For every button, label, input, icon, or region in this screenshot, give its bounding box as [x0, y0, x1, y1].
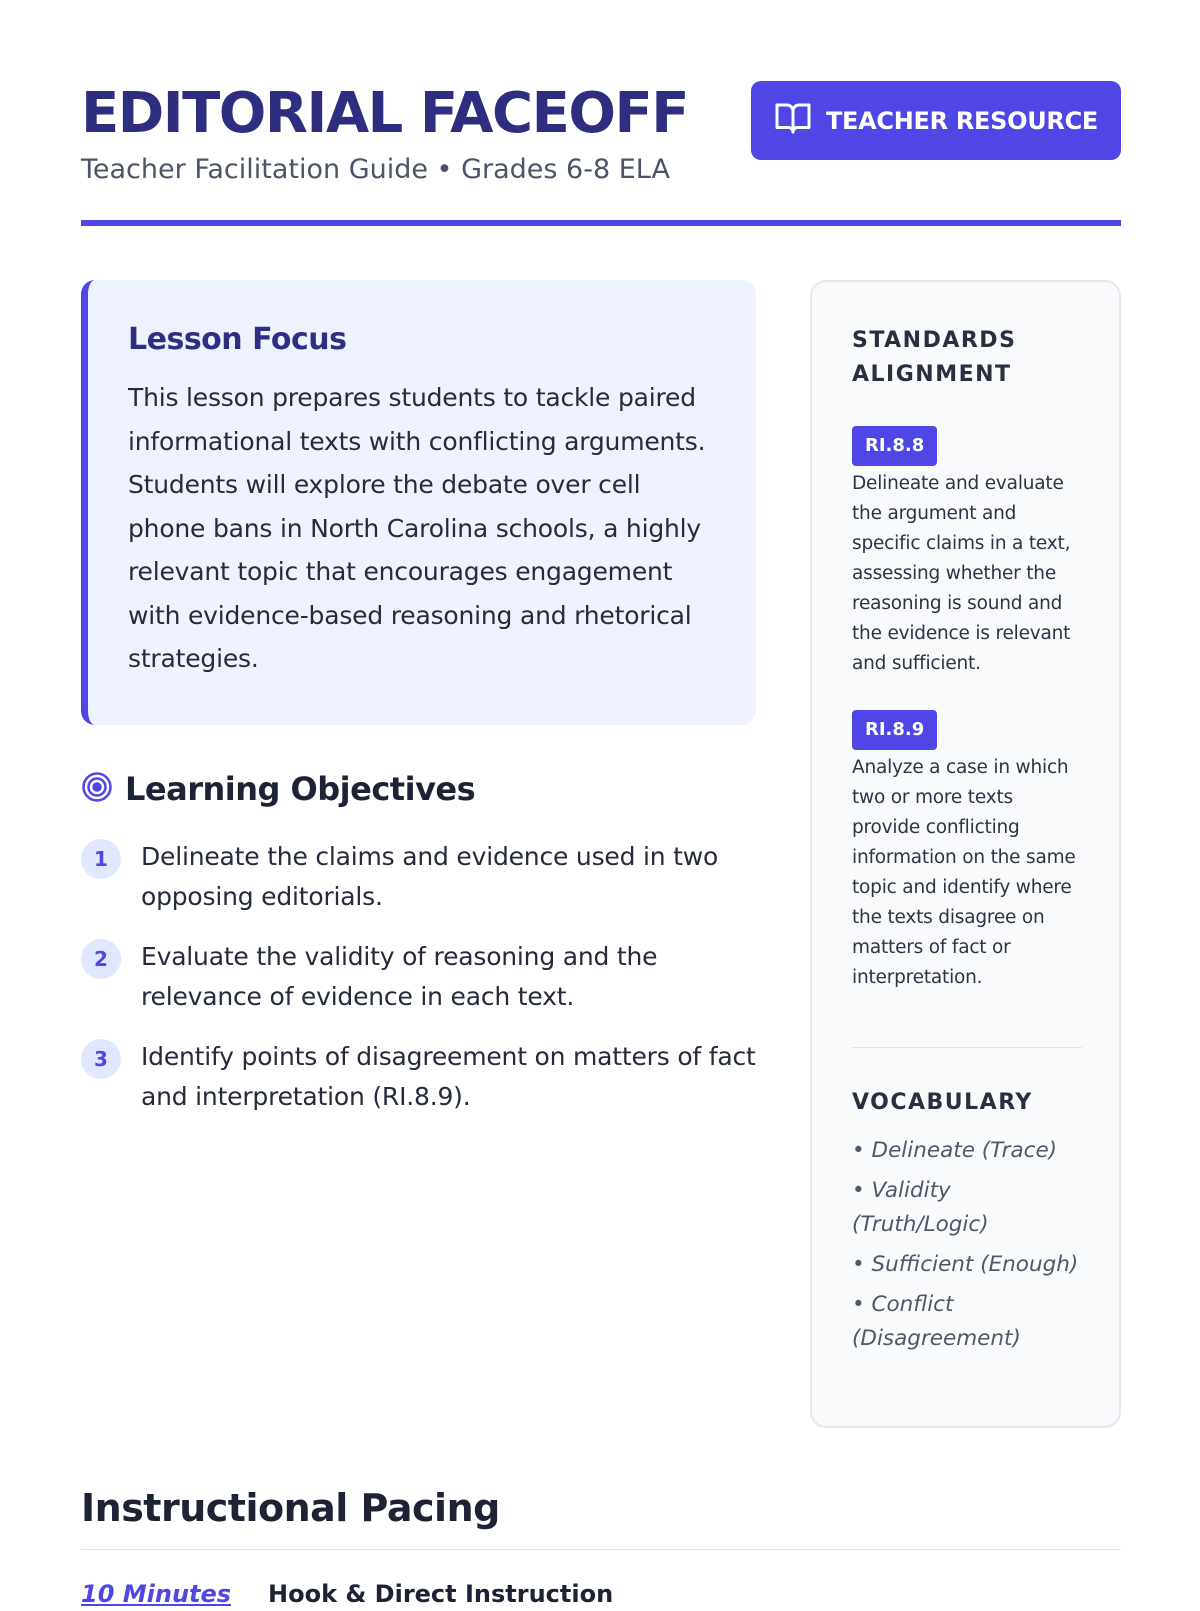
sidebar-divider [852, 1047, 1082, 1048]
objective-text: Identify points of disagreement on matters of fact and interpretation (RI.8.9). [141, 1042, 756, 1111]
standards-heading: STANDARDS ALIGNMENT [852, 328, 1017, 387]
lesson-focus-heading: Lesson Focus [128, 322, 347, 357]
target-icon [81, 771, 113, 808]
vocabulary-list [852, 1134, 1081, 1356]
vocabulary-item: • Validity (Truth/Logic) [852, 1178, 989, 1237]
vocabulary-item: • Sufficient (Enough) [852, 1252, 1079, 1277]
vocabulary-heading: VOCABULARY [852, 1090, 1033, 1115]
standard-description: Delineate and evaluate the argument and specific claims in a text, assessing whether the reasoning is sound and the evidence is relevant and sufficient. [852, 473, 1071, 674]
objective-number: 1 [81, 839, 121, 879]
objective-text: Evaluate the validity of reasoning and the relevance of evidence in each text. [141, 942, 658, 1011]
page-title: EDITORIAL FACEOFF [81, 81, 688, 146]
objective-item [81, 937, 756, 1037]
objectives-header [81, 767, 475, 811]
standard-description: Analyze a case in which two or more texts provide conflicting information on the same topic and identify where the texts disagree on matters of fact or interpretation. [852, 757, 1076, 988]
teacher-resource-label: TEACHER RESOURCE [825, 106, 1098, 135]
standard-badge-ri-8-9: RI.8.9 [852, 710, 937, 750]
vocabulary-item: • Conflict (Disagreement) [852, 1292, 1021, 1351]
pacing-divider [81, 1549, 1121, 1550]
sidebar-panel [810, 280, 1121, 1428]
teacher-resource-button[interactable] [751, 81, 1121, 160]
lesson-focus-card [81, 280, 756, 725]
page-subtitle: Teacher Facilitation Guide • Grades 6-8 ELA [81, 154, 670, 185]
objectives-list [81, 837, 756, 1137]
book-open-icon [774, 101, 812, 140]
page-header [81, 80, 1121, 192]
lesson-focus-body: This lesson prepares students to tackle paired informational texts with conflicting arguments. Students will explore the debate over cell phone bans in North Carolina schools, a highly relevant topic that encourages engagement with evidence-based reasoning and rhetorical strategies. [128, 383, 706, 673]
pacing-activity: Hook & Direct Instruction [268, 1580, 614, 1608]
objective-item [81, 837, 756, 937]
header-divider [81, 220, 1121, 226]
objective-number: 2 [81, 939, 121, 979]
objective-item [81, 1037, 756, 1137]
pacing-heading: Instructional Pacing [81, 1486, 500, 1530]
vocabulary-item: • Delineate (Trace) [852, 1138, 1058, 1163]
pacing-time: 10 Minutes [81, 1580, 232, 1608]
standard-badge-ri-8-8: RI.8.8 [852, 426, 937, 466]
guide-page [81, 0, 1121, 1608]
objective-text: Delineate the claims and evidence used in two opposing editorials. [141, 842, 719, 911]
objective-number: 3 [81, 1039, 121, 1079]
objectives-heading: Learning Objectives [125, 770, 476, 808]
